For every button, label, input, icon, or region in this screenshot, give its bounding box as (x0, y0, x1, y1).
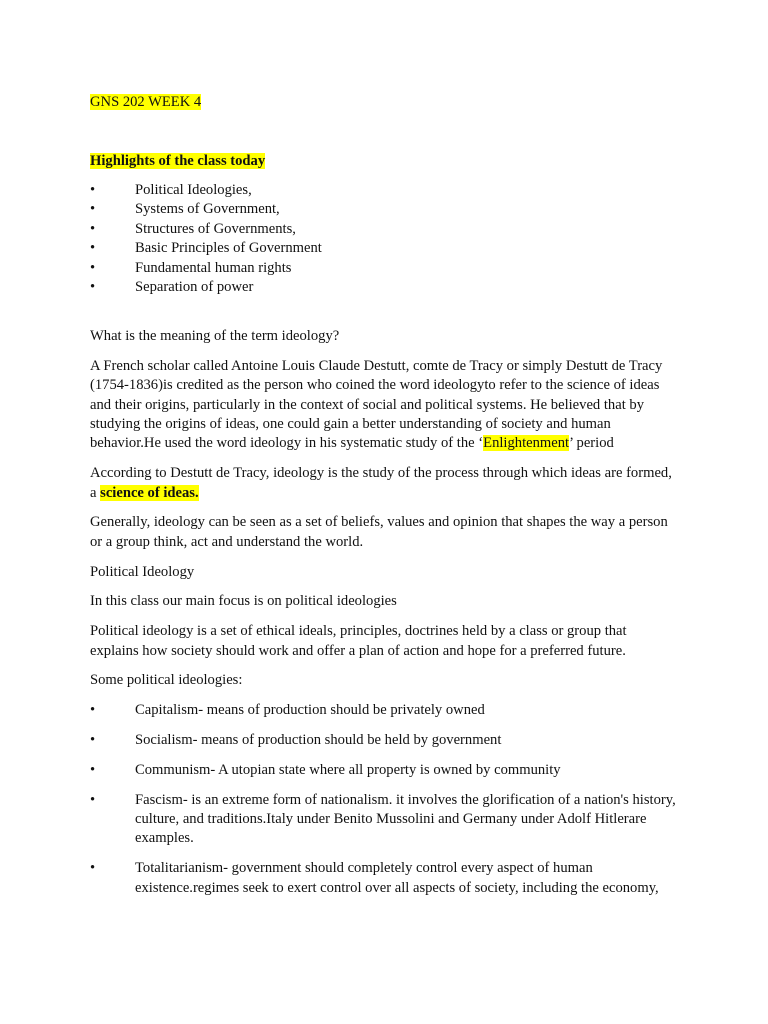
bullet-icon: • (90, 201, 96, 218)
list-item-text: Separation of power (135, 278, 254, 295)
list-item (90, 791, 678, 849)
generally-paragraph: Generally, ideology can be seen as a set of beliefs, values and opinion that shapes the way a person or a group think, act and understand the world. (90, 514, 668, 550)
destutt-text: A French scholar called Antoine Louis Claude Destutt, comte de Tracy or simply Destutt de Tracy (1754-1836)is credited as the person who coined the word ideologyto refer to the science of ideas and their origins, particularly in the context of social and political systems. He believed that by studying the origins of ideas, one could gain a better understanding of society and human behavior.He used the word ideology in his systematic study of the ‘ (90, 357, 663, 452)
destutt-paragraph (90, 357, 678, 454)
highlights-list (90, 181, 690, 297)
bullet-icon: • (90, 259, 96, 276)
list-item-text: Structures of Governments, (135, 220, 296, 237)
list-item-text: Capitalism- means of production should be privately owned (135, 702, 485, 719)
definition-paragraph: Political ideology is a set of ethical ideals, principles, doctrines held by a class or group that explains how society should work and offer a plan of action and hope for a preferred future. (90, 623, 627, 659)
according-text: According to Destutt de Tracy, ideology is the study of the process through which ideas are formed, a (90, 465, 672, 501)
highlights-heading-text: Highlights of the class today (90, 153, 266, 169)
bullet-icon: • (90, 791, 96, 808)
list-item-text: Fascism- is an extreme form of nationalism. it involves the glorification of a nation's history, culture, and traditions.Italy under Benito Mussolini and Germany under Adolf Hitlerare examples. (135, 791, 676, 847)
enlightenment-highlight: Enlightenment (483, 435, 570, 452)
list-item-text: Fundamental human rights (135, 259, 292, 276)
list-item (90, 731, 678, 750)
bullet-icon: • (90, 278, 96, 295)
list-item-text: Basic Principles of Government (135, 240, 322, 257)
list-item-text: Communism- A utopian state where all property is owned by community (135, 761, 561, 778)
highlights-heading (90, 152, 265, 170)
question-paragraph: What is the meaning of the term ideology? (90, 328, 340, 344)
bullet-icon: • (90, 860, 96, 877)
bullet-icon: • (90, 240, 96, 257)
bullet-icon: • (90, 761, 96, 778)
destutt-text-end: ’ period (569, 435, 614, 452)
bullet-icon: • (90, 182, 96, 198)
list-item-text: Socialism- means of production should be held by government (135, 732, 502, 749)
science-of-ideas-highlight: science of ideas. (100, 484, 199, 501)
list-item (90, 239, 690, 258)
some-ideologies-heading: Some political ideologies: (90, 672, 243, 689)
bullet-icon: • (90, 702, 96, 719)
list-item-text: Systems of Government, (135, 201, 280, 218)
ideologies-list (90, 701, 678, 898)
according-paragraph (90, 464, 678, 503)
list-item (90, 220, 690, 239)
list-item (90, 259, 690, 278)
list-item (90, 278, 690, 297)
bullet-icon: • (90, 220, 96, 237)
document-title-text: GNS 202 WEEK 4 (90, 94, 202, 110)
list-item (90, 701, 678, 720)
list-item (90, 200, 690, 219)
political-ideology-heading: Political Ideology (90, 563, 195, 580)
list-item-text: Political Ideologies, (135, 182, 252, 198)
list-item (90, 859, 678, 898)
focus-paragraph: In this class our main focus is on political ideologies (90, 593, 397, 610)
list-item-text: Totalitarianism- government should completely control every aspect of human existence.regimes seek to exert control over all aspects of society, including the economy, (135, 860, 659, 896)
document-body (90, 327, 678, 908)
list-item (90, 761, 678, 780)
document-title (90, 93, 201, 111)
list-item (90, 181, 690, 200)
bullet-icon: • (90, 732, 96, 749)
